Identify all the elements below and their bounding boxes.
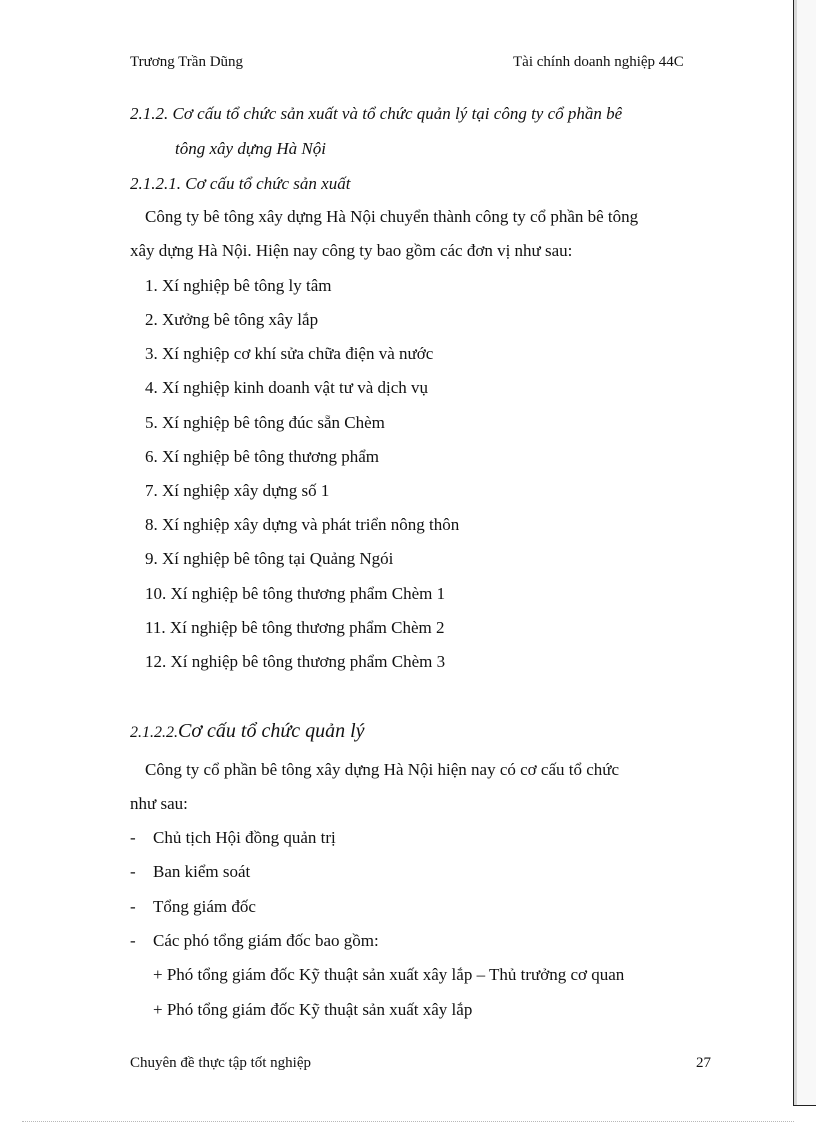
intro-paragraph-line2: xây dựng Hà Nội. Hiện nay công ty bao gồm các đơn vị như sau: [130,241,573,260]
section-heading-2-1-2-2 [130,720,365,743]
unit-list-item: 7. Xí nghiệp xây dựng số 1 [145,481,330,500]
org-bullet-item: Các phó tổng giám đốc bao gồm: [153,931,379,950]
intro-paragraph-line1: Công ty bê tông xây dựng Hà Nội chuyển thành công ty cổ phần bê tông [145,207,639,226]
org-intro-line2: như sau: [130,794,188,813]
section-heading-2-1-2-line1: 2.1.2. Cơ cấu tổ chức sản xuất và tổ chức quản lý tại công ty cổ phần bê [130,104,623,123]
section-heading-2-1-2-1: 2.1.2.1. Cơ cấu tổ chức sản xuất [130,174,351,193]
unit-list-item: 4. Xí nghiệp kinh doanh vật tư và dịch vụ [145,378,429,397]
header-author: Trương Trần Dũng [130,54,244,70]
unit-list-item: 8. Xí nghiệp xây dựng và phát triển nông thôn [145,515,460,534]
org-intro-line1: Công ty cổ phần bê tông xây dựng Hà Nội hiện nay có cơ cấu tổ chức [145,760,620,779]
org-bullet-item: Ban kiểm soát [153,862,251,881]
unit-list-item: 12. Xí nghiệp bê tông thương phẩm Chèm 3 [145,652,446,671]
bullet-dash: - [130,862,136,881]
section-heading-2-1-2-line2: tông xây dựng Hà Nội [175,139,326,158]
page-number: 27 [696,1055,711,1071]
org-bullet-item: Chủ tịch Hội đồng quản trị [153,828,336,847]
org-sub-item: + Phó tổng giám đốc Kỹ thuật sản xuất xây lắp – Thủ trưởng cơ quan [153,965,625,984]
page-bottom-rule [22,1121,794,1122]
header-course: Tài chính doanh nghiệp 44C [513,54,684,70]
footer-title: Chuyên đề thực tập tốt nghiệp [130,1055,312,1071]
unit-list-item: 11. Xí nghiệp bê tông thương phẩm Chèm 2 [145,618,445,637]
unit-list-item: 1. Xí nghiệp bê tông ly tâm [145,276,332,295]
unit-list-item: 3. Xí nghiệp cơ khí sửa chữa điện và nước [145,344,434,363]
unit-list-item: 2. Xưởng bê tông xây lắp [145,310,319,329]
section-number: 2.1.2.2. [130,724,178,741]
unit-list-item: 5. Xí nghiệp bê tông đúc sẵn Chèm [145,413,385,432]
section-title: Cơ cấu tổ chức quản lý [178,720,365,742]
bullet-dash: - [130,828,136,847]
bullet-dash: - [130,897,136,916]
unit-list-item: 10. Xí nghiệp bê tông thương phẩm Chèm 1 [145,584,446,603]
org-bullet-item: Tổng giám đốc [153,897,256,916]
page-frame-right [793,0,816,1106]
bullet-dash: - [130,931,136,950]
org-sub-item: + Phó tổng giám đốc Kỹ thuật sản xuất xây lắp [153,1000,473,1019]
unit-list-item: 9. Xí nghiệp bê tông tại Quảng Ngói [145,549,394,568]
unit-list-item: 6. Xí nghiệp bê tông thương phẩm [145,447,379,466]
